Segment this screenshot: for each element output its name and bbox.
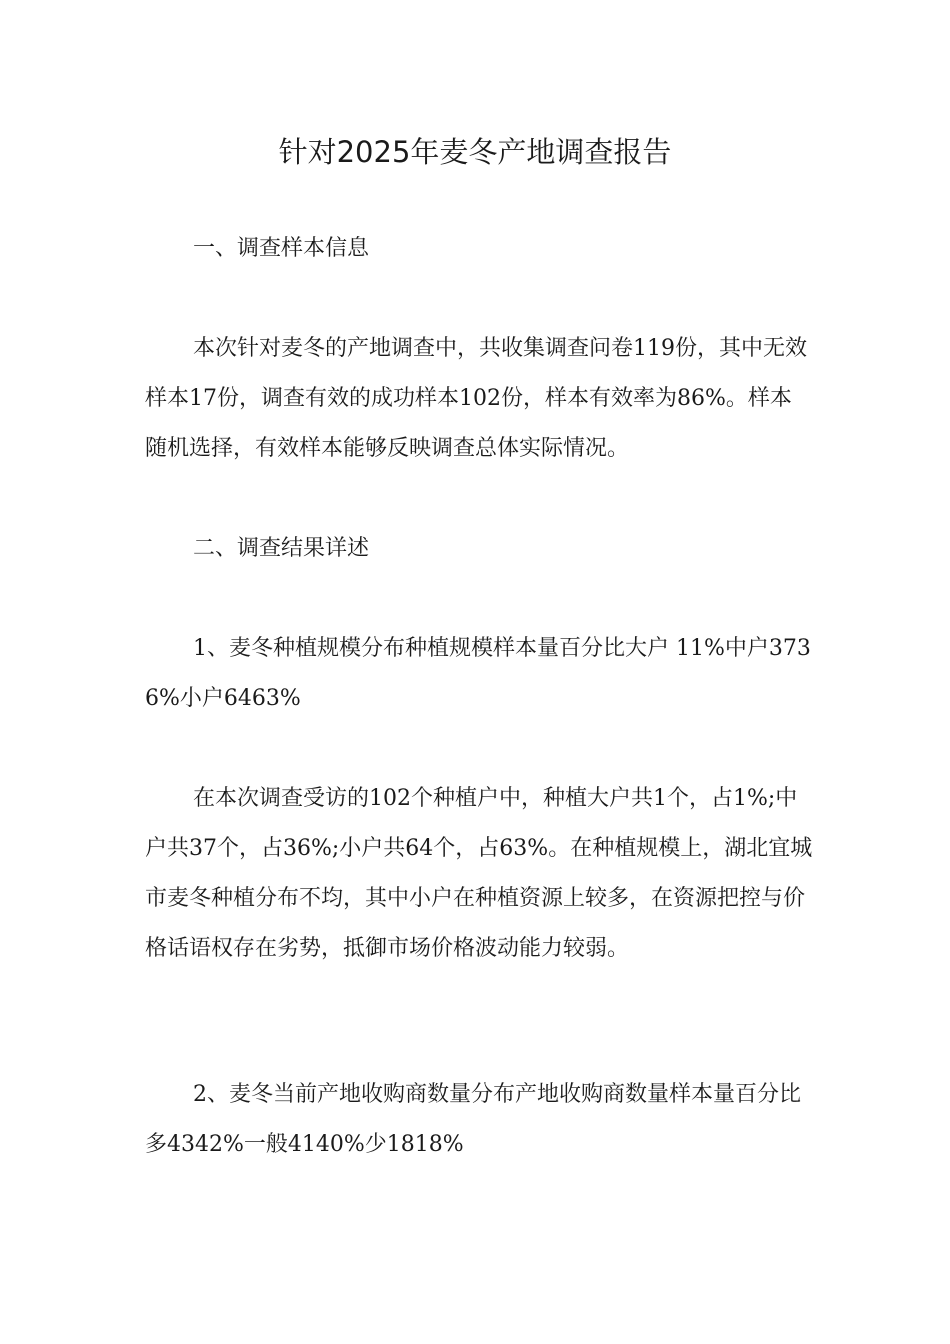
section-heading-sample-info: 一、调查样本信息 — [193, 236, 370, 261]
subheading-buyer-distribution: 2、麦冬当前产地收购商数量分布产地收购商数量样本量百分比多4342%一般4140%少1818% — [145, 1082, 801, 1157]
document-title: 针对2025年麦冬产地调查报告 — [278, 135, 672, 169]
paragraph-sample-info: 本次针对麦冬的产地调查中，共收集调查问卷119份，其中无效样本17份，调查有效的成功样本102份，样本有效率为86%。样本随机选择，有效样本能够反映调查总体实际情况。 — [145, 336, 807, 461]
subheading-planting-scale: 1、麦冬种植规模分布种植规模样本量百分比大户 11%中户3736%小户6463% — [145, 636, 811, 711]
paragraph-planting-scale: 在本次调查受访的102个种植户中，种植大户共1个，占1%;中户共37个，占36%;小户共64个，占63%。在种植规模上，湖北宜城市麦冬种植分布不均，其中小户在种植资源上较多，在资源把控与价格话语权存在劣势，抵御市场价格波动能力较弱。 — [145, 786, 813, 961]
section-heading-results: 二、调查结果详述 — [193, 536, 370, 561]
